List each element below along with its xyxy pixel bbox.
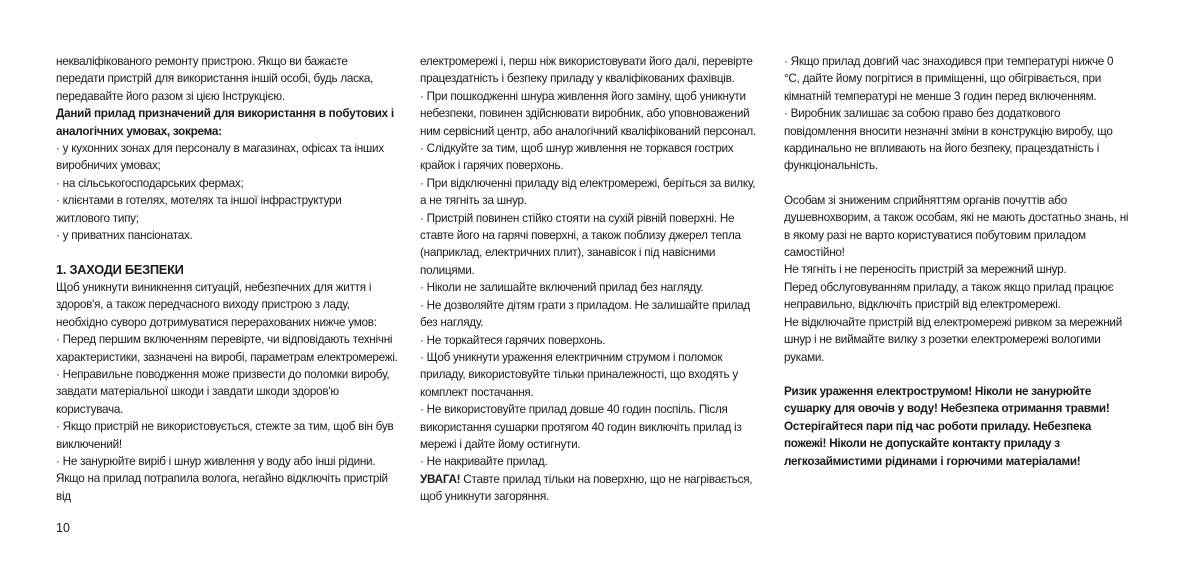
purpose-heading: Даний прилад призначений для використання в побутових і аналогічних умовах, зокрема: xyxy=(56,107,394,138)
column-1 xyxy=(56,53,398,505)
safety-rule: · При відключенні приладу від електромережі, беріться за вилку, а не тягніть за шнур. xyxy=(420,176,756,208)
safety-rule: · Не дозволяйте дітям грати з приладом. Не залишайте прилад без нагляду. xyxy=(420,298,751,330)
warning-note xyxy=(420,471,762,506)
page-number: 10 xyxy=(56,521,70,535)
paragraph: Не відключайте пристрій від електромережі ривком за мережний шнур і не виймайте вилку з розетки електромережі вологими руками. xyxy=(784,315,1122,364)
paragraph: Особам зі зниженим сприйняттям органів почуттів або душевнохворим, а також особам, які не мають достатньо знань, ні в якому разі не варто користуватися побутовим приладом самостійно! xyxy=(784,193,1129,260)
safety-rule: · Щоб уникнути ураження електричним струмом і поломок приладу, використовуйте тільки приналежності, що входять у комплект постачання. xyxy=(420,350,738,399)
bold-warning: Ризик ураження електрострумом! Ніколи не занурюйте сушарку для овочів у воду! Небезпека отримання травми! Остерігайтеся пари під час роботи приладу. Небезпека пожежі! Ніколи не допускайте контакту приладу з легкозаймистими рідинами і горючими матеріалами! xyxy=(784,384,1110,468)
purpose-item: · клієнтами в готелях, мотелях та іншої інфраструктури житлового типу; xyxy=(56,194,342,225)
safety-rule: · Слідкуйте за тим, щоб шнур живлення не торкався гострих крайок і гарячих поверхонь. xyxy=(420,142,734,173)
safety-rule: · Ніколи не залишайте включений прилад без нагляду. xyxy=(420,281,704,295)
purpose-item: · у приватних пансіонатах. xyxy=(56,229,193,243)
safety-rule: · Пристрій повинен стійко стояти на сухій рівній поверхні. Не ставте його на гарячі поверхні, а також поблизу джерел тепла (наприклад, електричних плит), занавісок і під навісними полицями. xyxy=(420,211,741,277)
column-3 xyxy=(784,53,1129,470)
safety-rule: · Якщо прилад довгий час знаходився при температурі нижче 0 °С, дайте йому погрітися в приміщенні, що обігрівається, при кімнатній температурі не менше 3 годин перед включенням. xyxy=(784,55,1114,103)
safety-rule: · Перед першим включенням перевірте, чи відповідають технічні характеристики, зазначені на виробі, параметрам електромережі. xyxy=(56,333,398,364)
paragraph: Перед обслуговуванням приладу, а також якщо прилад працює неправильно, відключіть пристрій від електромережі. xyxy=(784,280,1114,312)
column-2 xyxy=(420,53,762,506)
warning-text: Ставте прилад тільки на поверхню, що не нагрівається, щоб уникнути загоряння. xyxy=(420,472,753,504)
safety-rule: · Не використовуйте прилад довше 40 годин поспіль. Після використання сушарки протягом 40 годин виключіть прилад із мережі і дайте йому остигнути. xyxy=(420,403,742,451)
intro-text: некваліфікованого ремонту пристрою. Якщо ви бажаєте передати пристрій для використання іншій особі, будь ласка, передавайте його разом зі цією Інструкцією. xyxy=(56,55,374,103)
safety-rule: · Не накривайте прилад. xyxy=(420,455,548,469)
safety-rule: · При пошкодженні шнура живлення його заміну, щоб уникнути небезпеки, повинен здійснювати виробник, або уповноважений ним сервісний центр, або аналогічний кваліфікований персонал. xyxy=(420,89,756,138)
safety-rule: · Якщо пристрій не використовується, стежте за тим, щоб він був виключений! xyxy=(56,420,394,451)
safety-rule: · Не торкайтеся гарячих поверхонь. xyxy=(420,333,606,347)
safety-rule: · Не занурюйте виріб і шнур живлення у воду або інші рідини. Якщо на прилад потрапила волога, негайно відключіть пристрій від xyxy=(56,454,388,503)
safety-rule: · Неправильне поводження може призвести до поломки виробу, завдати матеріальної шкоди і завдати шкоди здоров'ю користувача. xyxy=(56,367,390,416)
purpose-item: · на сільськогосподарських фермах; xyxy=(56,176,244,190)
paragraph: Не тягніть і не переносіть пристрій за мережний шнур. xyxy=(784,263,1067,277)
purpose-item: · у кухонних зонах для персоналу в магазинах, офісах та інших виробничих умовах; xyxy=(56,142,384,173)
section-title: 1. ЗАХОДИ БЕЗПЕКИ xyxy=(56,262,184,278)
section-intro: Щоб уникнути виникнення ситуацій, небезпечних для життя і здоров'я, а також передчасного виходу пристрою з ладу, необхідно суворо дотримуватися перерахованих нижче умов: xyxy=(56,280,377,329)
safety-rule: · Виробник залишає за собою право без додаткового повідомлення вносити незначні зміни в конструкцію виробу, що кардинально не впливають на його безпеку, працездатність і функціональність. xyxy=(784,107,1113,173)
continued-text: електромережі і, перш ніж використовувати його далі, перевірте працездатність і безпеку приладу у кваліфікованих фахівців. xyxy=(420,55,753,86)
warning-label: УВАГА! xyxy=(420,472,461,486)
